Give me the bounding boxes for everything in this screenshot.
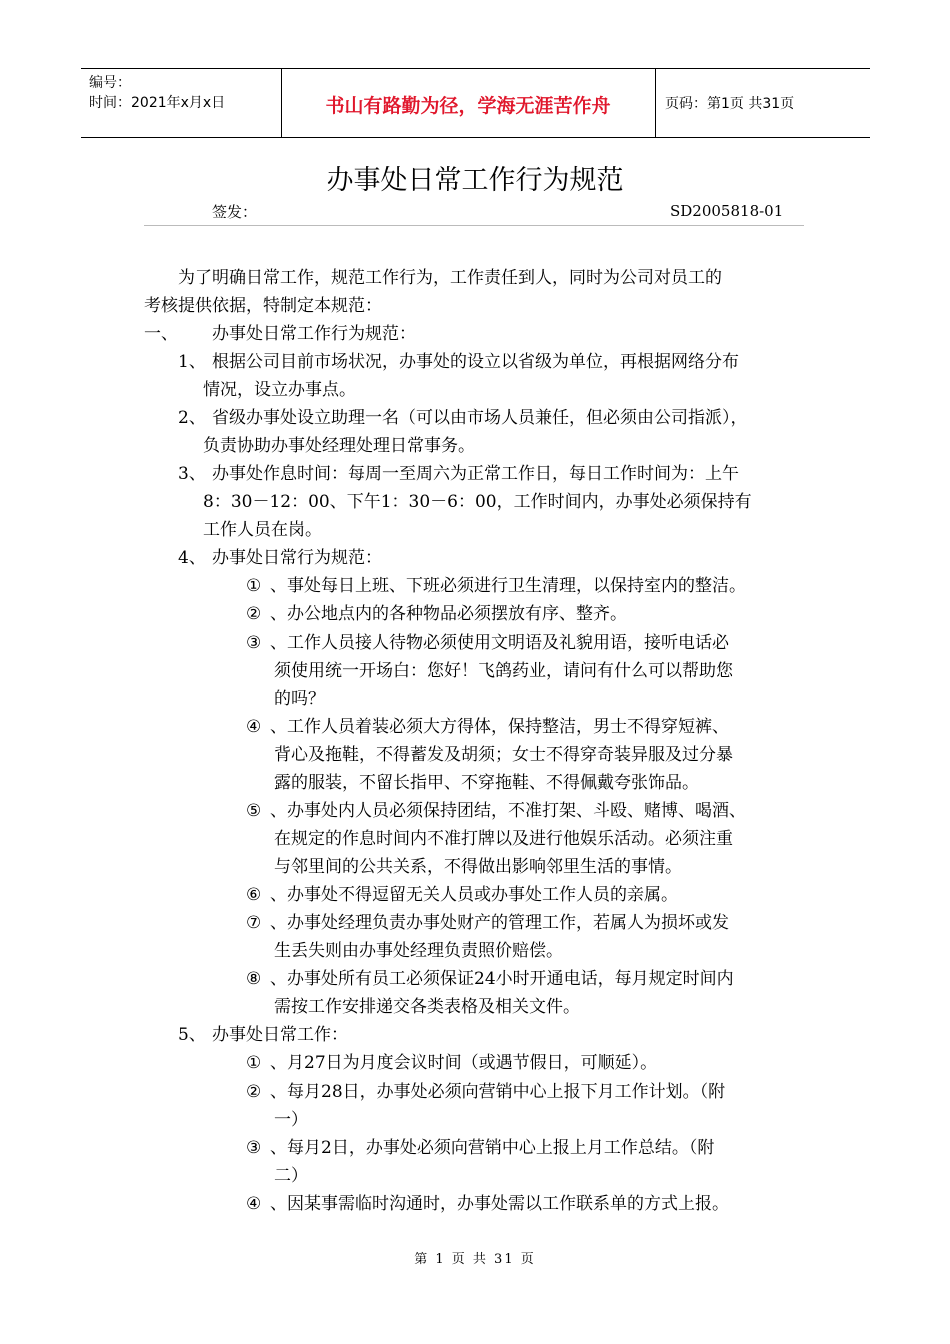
subitem-line: 、每月2日，办事处必须向营销中心上报上月工作总结。（附 <box>270 1138 715 1158</box>
subitem-line: 、月27日为月度会议时间（或遇节假日，可顺延）。 <box>270 1053 658 1073</box>
subitem-line: 、办事处经理负责办事处财产的管理工作，若属人为损坏或发 <box>270 913 729 933</box>
header-left-cell <box>89 73 225 113</box>
item-line: 根据公司目前市场状况，办事处的设立以省级为单位，再根据网络分布 <box>212 352 739 372</box>
subitem-line: 、工作人员接人待物必须使用文明语及礼貌用语，接听电话必 <box>270 633 729 653</box>
subitem-number: ② <box>246 604 262 624</box>
subitem-line: 一） <box>274 1110 308 1130</box>
subitem-number: ⑦ <box>246 913 262 933</box>
subitem-line: 、工作人员着装必须大方得体，保持整洁，男士不得穿短裤、 <box>270 717 729 737</box>
subitem-number: ② <box>246 1082 262 1102</box>
subitem-number: ① <box>246 1053 262 1073</box>
item-line: 负责协助办事处经理处理日常事务。 <box>203 436 475 456</box>
item-number: 5、 <box>178 1025 206 1045</box>
item-line: 8：30－12：00、下午1：30－6：00，工作时间内，办事处必须保持有 <box>203 492 752 512</box>
document-title: 办事处日常工作行为规范 <box>326 165 624 196</box>
subitem-number: ③ <box>246 633 262 653</box>
subitem-line: 、办事处所有员工必须保证24小时开通电话，每月规定时间内 <box>270 969 734 989</box>
intro-line: 为了明确日常工作，规范工作行为，工作责任到人，同时为公司对员工的 <box>178 268 722 288</box>
subitem-line: 、因某事需临时沟通时，办事处需以工作联系单的方式上报。 <box>270 1194 729 1214</box>
title-rule <box>144 225 804 226</box>
subitem-number: ⑤ <box>246 801 262 821</box>
subitem-line: 须使用统一开场白：您好！飞鸽药业，请问有什么可以帮助您 <box>274 661 733 681</box>
section-number: 一、 <box>144 324 178 344</box>
subitem-line: 、每月28日，办事处必须向营销中心上报下月工作计划。（附 <box>270 1082 726 1102</box>
time-label: 时间：2021年x月x日 <box>89 95 226 111</box>
subitem-line: 、办事处内人员必须保持团结，不准打架、斗殴、赌博、喝酒、 <box>270 801 746 821</box>
subitem-line: 与邻里间的公共关系，不得做出影响邻里生活的事情。 <box>274 857 682 877</box>
subitem-number: ① <box>246 576 262 596</box>
subitem-line: 、办事处不得逗留无关人员或办事处工作人员的亲属。 <box>270 885 678 905</box>
item-number: 2、 <box>178 408 206 428</box>
subitem-line: 露的服装，不留长指甲、不穿拖鞋、不得佩戴夸张饰品。 <box>274 773 699 793</box>
intro-line: 考核提供依据，特制定本规范： <box>144 296 382 316</box>
item-line: 情况，设立办事点。 <box>203 380 356 400</box>
header-table <box>81 68 870 138</box>
subitem-line: 、事处每日上班、下班必须进行卫生清理，以保持室内的整洁。 <box>270 576 746 596</box>
subitem-line: 背心及拖鞋，不得蓄发及胡须；女士不得穿奇装异服及过分暴 <box>274 745 733 765</box>
item-line: 办事处日常工作： <box>212 1025 348 1045</box>
item-number: 3、 <box>178 464 206 484</box>
item-number: 4、 <box>178 548 206 568</box>
subitem-line: 、办公地点内的各种物品必须摆放有序、整齐。 <box>270 604 627 624</box>
sign-label: 签发： <box>212 203 258 221</box>
section-heading: 办事处日常工作行为规范： <box>212 324 416 344</box>
subitem-line: 需按工作安排递交各类表格及相关文件。 <box>274 997 580 1017</box>
item-line: 工作人员在岗。 <box>203 520 322 540</box>
subitem-line: 生丢失则由办事处经理负责照价赔偿。 <box>274 941 563 961</box>
subitem-number: ④ <box>246 717 262 737</box>
subitem-line: 二） <box>274 1166 308 1186</box>
item-line: 省级办事处设立助理一名（可以由市场人员兼任，但必须由公司指派）， <box>212 408 748 428</box>
header-divider <box>655 69 656 137</box>
item-line: 办事处作息时间：每周一至周六为正常工作日，每日工作时间为：上午 <box>212 464 739 484</box>
doc-number: SD2005818-01 <box>670 202 784 220</box>
subitem-number: ⑧ <box>246 969 262 989</box>
item-number: 1、 <box>178 352 206 372</box>
subitem-number: ④ <box>246 1194 262 1214</box>
subitem-line: 的吗？ <box>274 689 325 709</box>
header-page-info: 页码：第1页 共31页 <box>665 96 795 112</box>
item-line: 办事处日常行为规范： <box>212 548 382 568</box>
page-footer: 第 1 页 共 31 页 <box>414 1252 536 1267</box>
number-label: 编号： <box>89 75 131 91</box>
subitem-line: 在规定的作息时间内不准打牌以及进行他娱乐活动。必须注重 <box>274 829 733 849</box>
subitem-number: ⑥ <box>246 885 262 905</box>
subitem-number: ③ <box>246 1138 262 1158</box>
header-motto: 书山有路勤为径，学海无涯苦作舟 <box>325 95 611 117</box>
